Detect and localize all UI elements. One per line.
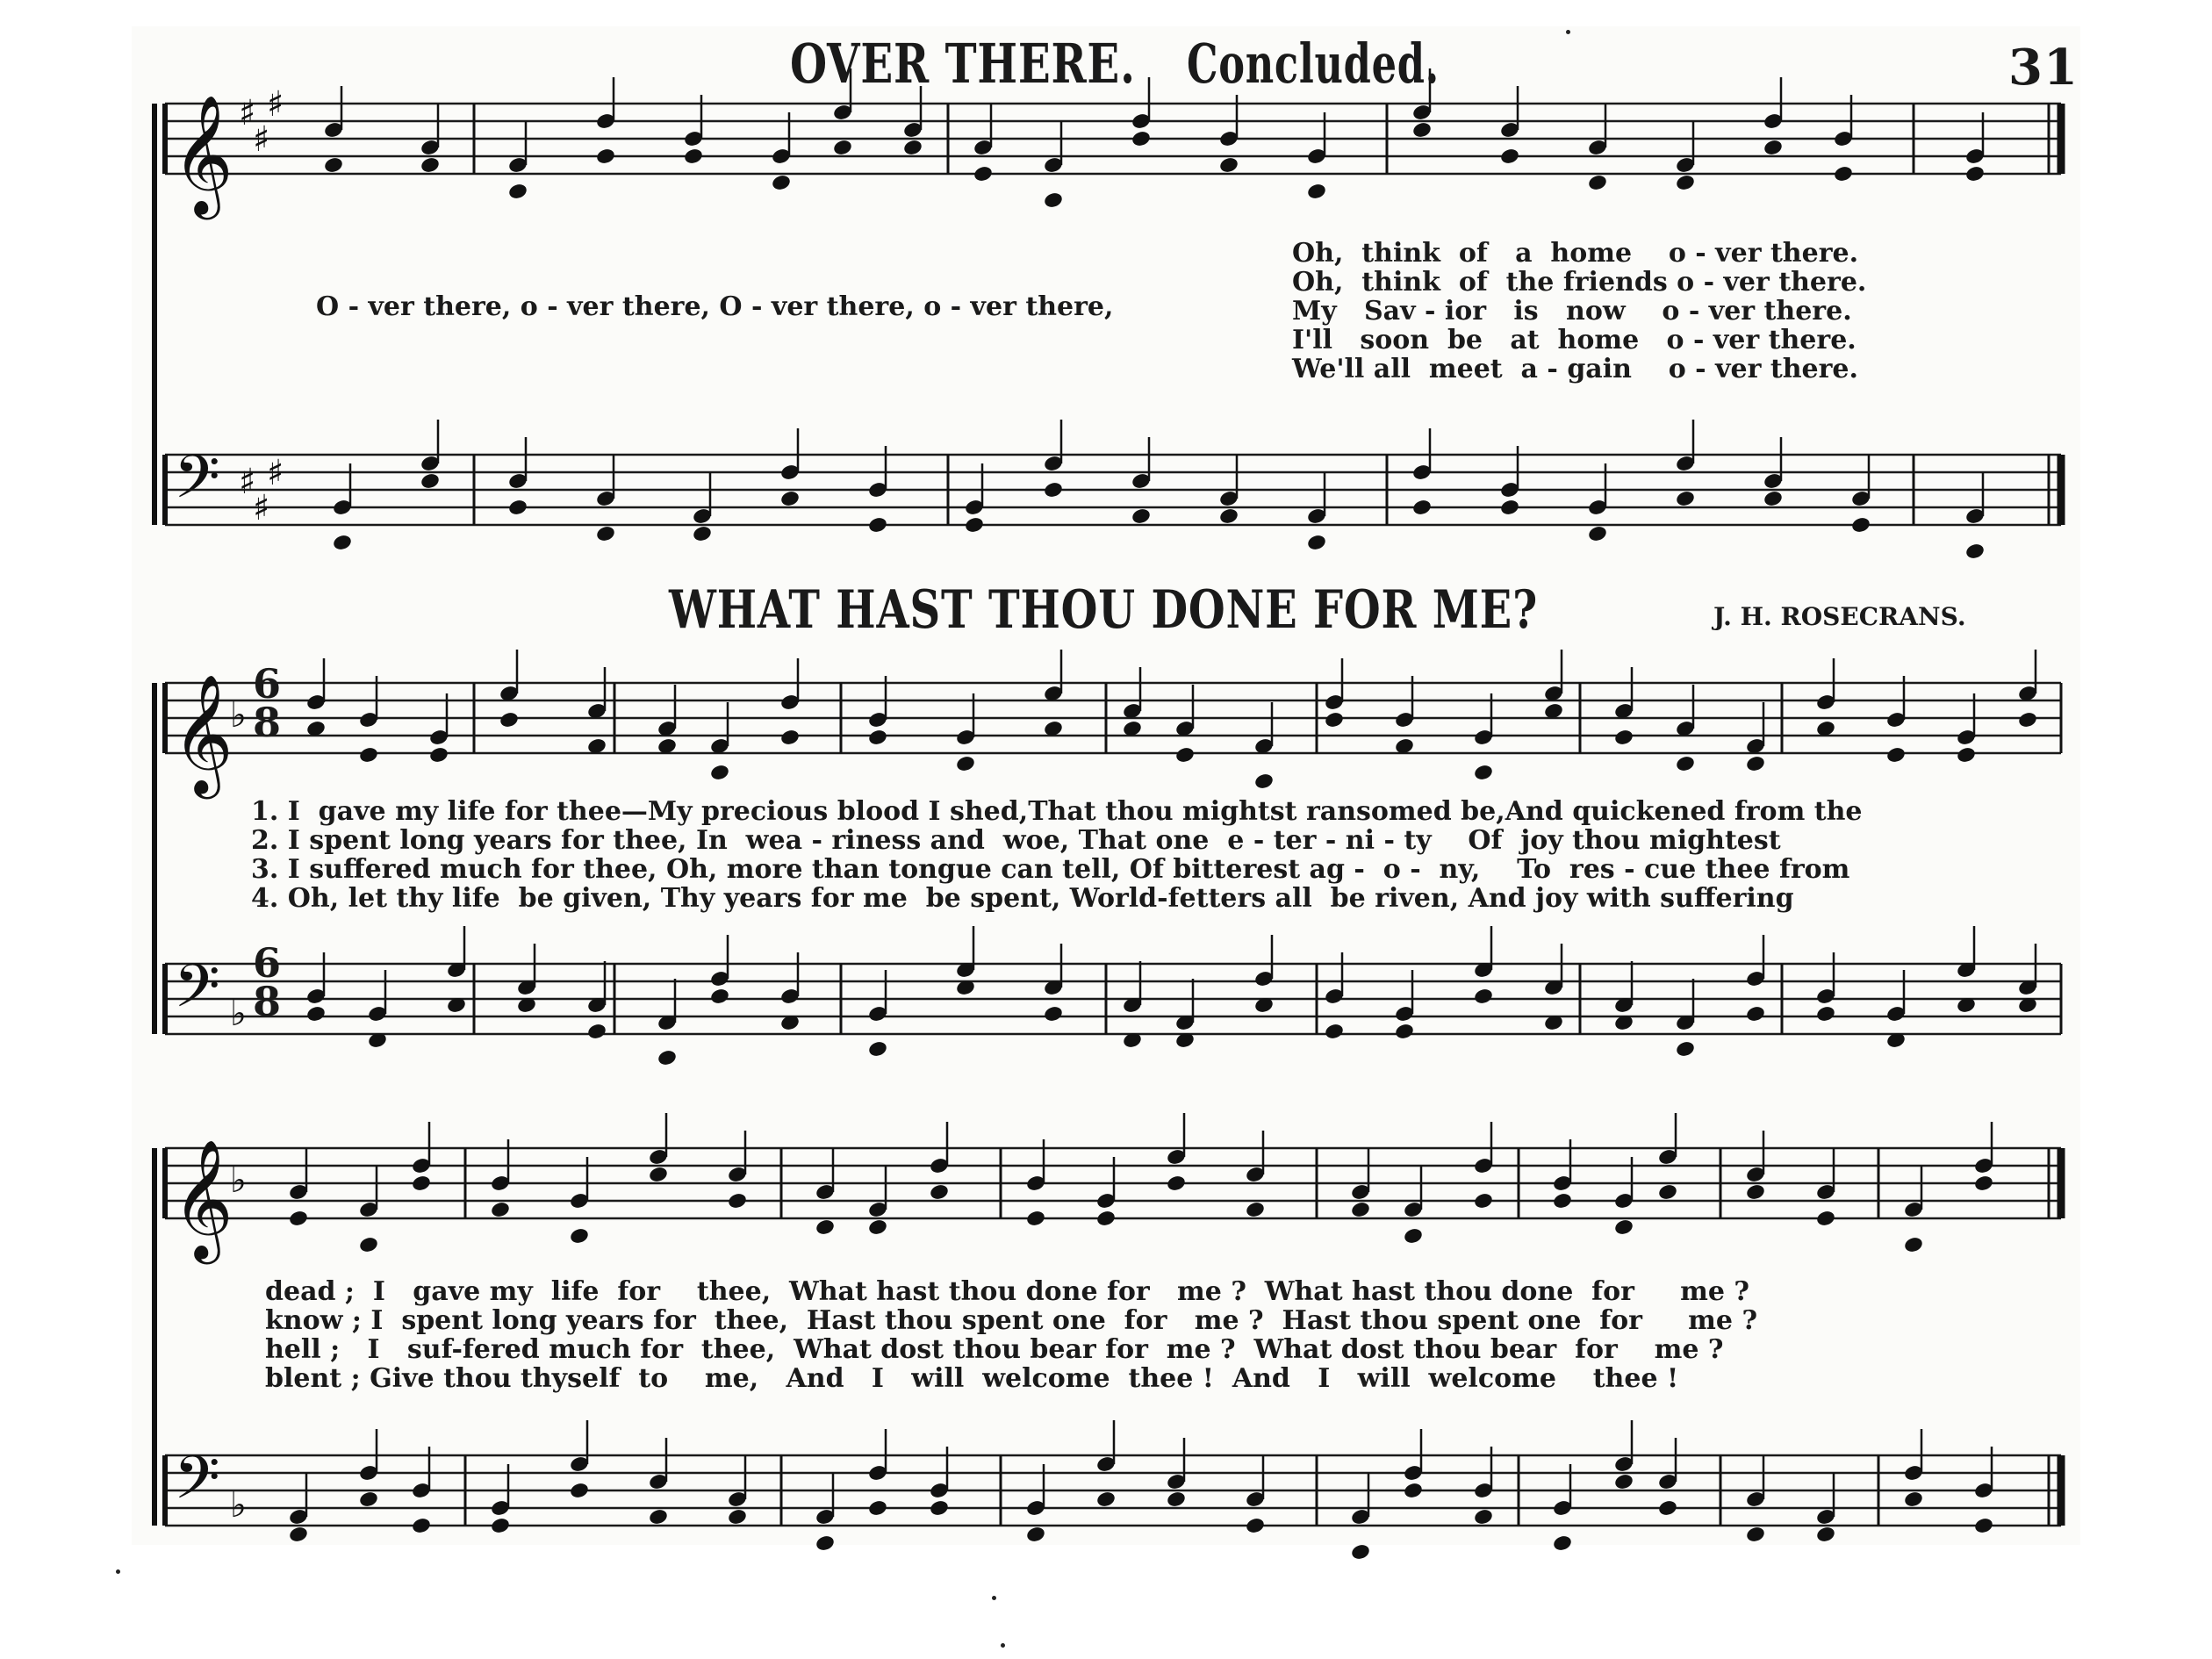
hymn2-verse-2-line-a: 2. I spent long years for thee, In wea - riness and woe, That one e - ter - ni - ty Of joy thou mightest (251, 825, 1781, 856)
note-head (1245, 1517, 1266, 1535)
note-head (1499, 147, 1520, 166)
note-head (815, 1534, 836, 1553)
note-head (305, 1005, 327, 1023)
note-head (411, 1174, 432, 1193)
bass-clef: 𝄢 (174, 952, 220, 1036)
note-head (955, 755, 976, 773)
flat-sign: ♭ (230, 695, 247, 736)
note-head (1613, 1218, 1634, 1237)
note-head (779, 729, 801, 747)
note-head (323, 156, 344, 175)
note-head (657, 1049, 678, 1067)
note-head (490, 1201, 511, 1219)
note-head (727, 1192, 748, 1210)
note-head (1499, 499, 1520, 517)
note-head (1552, 1534, 1573, 1553)
note-head (1964, 165, 1986, 183)
note-head (1043, 481, 1064, 499)
note-head (428, 746, 449, 765)
time-signature-bass-top: 6 (253, 939, 282, 987)
note-head (867, 1499, 888, 1518)
time-signature-treble-bottom: 8 (253, 699, 282, 746)
note-head (1324, 711, 1345, 729)
note-head (1815, 1526, 1836, 1544)
note-head (1885, 746, 1907, 765)
note-head (1613, 1473, 1634, 1491)
note-head (964, 516, 985, 535)
note-head (867, 1218, 888, 1237)
note-head (358, 746, 379, 765)
note-head (1763, 490, 1784, 508)
note-head (499, 711, 520, 729)
note-head (1473, 764, 1494, 782)
note-head (1657, 1183, 1678, 1202)
sharp-sign: ♯ (239, 462, 256, 502)
note-head (420, 472, 441, 491)
note-head (1964, 542, 1986, 561)
note-head (1552, 1192, 1573, 1210)
note-head (332, 534, 353, 552)
scan-speck (1566, 30, 1570, 34)
note-head (1745, 1526, 1766, 1544)
note-head (507, 183, 528, 201)
note-head (507, 499, 528, 517)
note-head (1411, 499, 1433, 517)
note-head (683, 147, 704, 166)
note-head (586, 1023, 607, 1041)
note-head (1218, 156, 1239, 175)
note-head (1745, 1183, 1766, 1202)
hymn1-title-suffix: Concluded. (1187, 32, 1440, 96)
note-head (490, 1517, 511, 1535)
note-head (1043, 191, 1064, 210)
note-head (1675, 490, 1696, 508)
note-head (1324, 1023, 1345, 1041)
note-head (648, 1166, 669, 1184)
note-head (1473, 1192, 1494, 1210)
sharp-sign: ♯ (267, 453, 284, 493)
note-head (1657, 1499, 1678, 1518)
note-head (815, 1218, 836, 1237)
hymn2-verse-4-line-a: 4. Oh, let thy life be given, Thy years for me be spent, World-fetters all be riven, And joy with suffering (251, 883, 1794, 914)
note-head (1763, 139, 1784, 157)
note-head (1043, 1005, 1064, 1023)
note-head (1587, 174, 1608, 192)
note-head (288, 1526, 309, 1544)
note-head (1306, 183, 1327, 201)
note-head (1903, 1236, 1924, 1254)
note-head (1218, 507, 1239, 526)
note-head (709, 764, 730, 782)
hymn2-composer: J. H. ROSECRANS. (1713, 602, 1966, 631)
note-head (867, 729, 888, 747)
note-head (1166, 1490, 1187, 1509)
note-head (1833, 165, 1854, 183)
note-head (1956, 746, 1977, 765)
note-head (2017, 711, 2038, 729)
note-head (832, 139, 853, 157)
hymn1-title: OVER THERE. (790, 32, 1136, 96)
hymn2-verse-3-line-b: hell ; I suf-fered much for thee, What dost thou bear for me ? What dost thou bear for me ? (265, 1334, 1724, 1365)
note-head (411, 1517, 432, 1535)
note-head (1253, 772, 1275, 791)
note-head (1613, 729, 1634, 747)
note-head (1850, 516, 1871, 535)
note-head (1403, 1227, 1424, 1246)
note-head (569, 1227, 590, 1246)
note-head (358, 1490, 379, 1509)
note-head (1245, 1201, 1266, 1219)
note-head (358, 1236, 379, 1254)
note-head (420, 156, 441, 175)
note-head (1675, 174, 1696, 192)
sharp-sign: ♯ (267, 84, 284, 125)
note-head (1745, 1005, 1766, 1023)
note-head (1025, 1526, 1046, 1544)
note-head (1131, 130, 1152, 148)
note-head (1131, 507, 1152, 526)
hymn2-verse-2-line-b: know ; I spent long years for thee, Hast thou spent one for me ? Hast thou spent one for me ? (265, 1305, 1758, 1336)
note-head (929, 1183, 950, 1202)
flat-sign: ♭ (230, 1160, 247, 1201)
hymn1-verse-line-1: Oh, think of a home o - ver there. (1292, 238, 1859, 269)
hymn2-verse-3-line-a: 3. I suffered much for thee, Oh, more than tongue can tell, Of bitterest ag - o - ny, To res - cue thee from (251, 854, 1850, 885)
note-head (902, 139, 923, 157)
note-head (692, 525, 713, 543)
note-head (973, 165, 994, 183)
note-head (1973, 1174, 1994, 1193)
note-head (1587, 525, 1608, 543)
note-head (288, 1210, 309, 1228)
sharp-sign: ♯ (253, 488, 270, 528)
bass-clef: 𝄢 (174, 443, 220, 527)
note-head (1473, 988, 1494, 1006)
time-signature-bass-bottom: 8 (253, 978, 282, 1025)
note-head (929, 1499, 950, 1518)
note-head (1403, 1482, 1424, 1500)
note-head (1095, 1490, 1117, 1509)
scan-speck (116, 1569, 120, 1574)
note-head (1411, 121, 1433, 140)
sharp-sign: ♯ (253, 119, 270, 160)
hymn1-verse-line-3: My Sav - ior is now o - ver there. (1292, 296, 1852, 327)
note-head (1306, 534, 1327, 552)
note-head (771, 174, 792, 192)
note-head (727, 1508, 748, 1526)
hymn2-verse-4-line-b: blent ; Give thou thyself to me, And I will welcome thee ! And I will welcome thee ! (265, 1363, 1679, 1394)
hymn1-verse-line-5: We'll all meet a - gain o - ver there. (1292, 354, 1858, 384)
note-head (569, 1482, 590, 1500)
note-head (1675, 755, 1696, 773)
hymn2-verse-1-line-a: 1. I gave my life for thee—My precious blood I shed,That thou mightst ransomed be,And quickened from the (251, 796, 1863, 827)
scan-speck (992, 1596, 996, 1600)
note-head (595, 525, 616, 543)
note-head (1815, 1210, 1836, 1228)
note-head (1675, 1040, 1696, 1059)
note-head (1815, 1005, 1836, 1023)
treble-clef: 𝄞 (172, 1138, 233, 1259)
treble-clef: 𝄞 (172, 93, 233, 214)
flat-sign: ♭ (230, 994, 247, 1034)
note-head (779, 490, 801, 508)
flat-sign: ♭ (230, 1485, 247, 1526)
note-head (1973, 1517, 1994, 1535)
note-head (1095, 1210, 1117, 1228)
note-head (595, 147, 616, 166)
hymn1-refrain-lyric: O - ver there, o - ver there, O - ver there, o - ver there, (316, 291, 1114, 322)
scan-speck (1001, 1643, 1005, 1648)
page-number: 31 (2008, 39, 2079, 97)
hymn1-verse-line-4: I'll soon be at home o - ver there. (1292, 325, 1856, 356)
note-head (1025, 1210, 1046, 1228)
note-head (1166, 1174, 1187, 1193)
note-head (709, 988, 730, 1006)
hymn2-verse-1-line-b: dead ; I gave my life for thee, What hast thou done for me ? What hast thou done for me ? (265, 1276, 1749, 1307)
sharp-sign: ♯ (239, 93, 256, 133)
treble-clef: 𝄞 (172, 672, 233, 794)
note-head (1394, 1023, 1415, 1041)
note-head (648, 1508, 669, 1526)
hymn1-verse-line-2: Oh, think of the friends o - ver there. (1292, 267, 1867, 298)
note-head (867, 516, 888, 535)
bass-clef: 𝄢 (174, 1444, 220, 1527)
hymn2-title: WHAT HAST THOU DONE FOR ME? (669, 579, 1538, 641)
note-head (1903, 1490, 1924, 1509)
note-head (1473, 1508, 1494, 1526)
note-head (867, 1040, 888, 1059)
note-head (1350, 1201, 1371, 1219)
note-head (1745, 755, 1766, 773)
note-head (1174, 746, 1196, 765)
note-head (1350, 1543, 1371, 1562)
time-signature-treble-top: 6 (253, 660, 282, 707)
